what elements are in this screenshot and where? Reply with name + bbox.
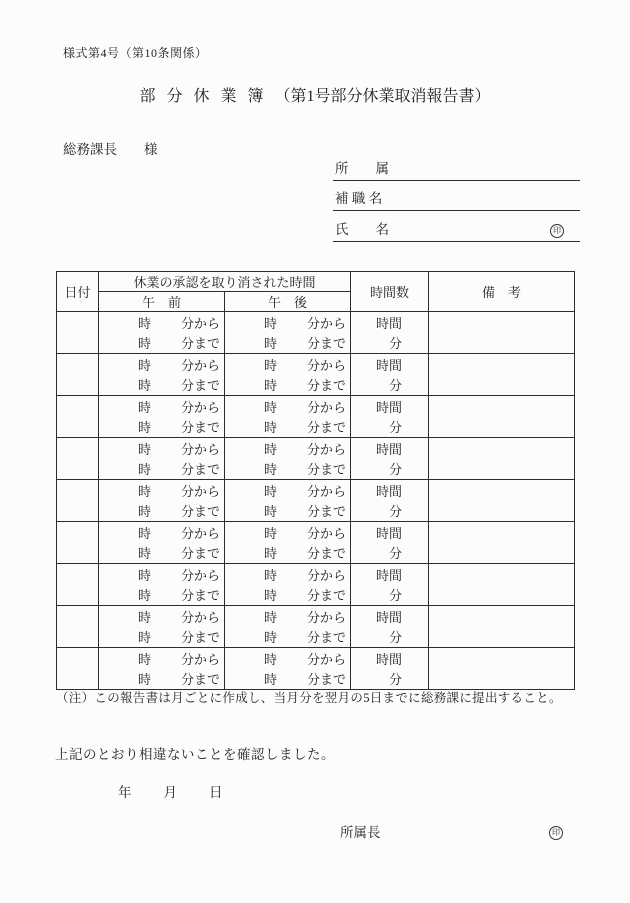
morning-time-cell: [99, 480, 225, 522]
morning-to-line: [99, 501, 224, 522]
table-header-row-1: [57, 272, 575, 292]
page-title-paren: （第1号部分休業取消報告書）: [274, 88, 491, 105]
minutes-unit-label: 分: [389, 462, 403, 478]
table-body: [57, 312, 575, 690]
hour-label: 時: [263, 336, 277, 352]
afternoon-time-cell: [225, 606, 351, 648]
morning-time-cell: [99, 648, 225, 690]
date-cell: [57, 438, 99, 480]
hour-label: 時: [263, 546, 277, 562]
signature-line: [340, 821, 580, 841]
afternoon-from-line: [225, 606, 350, 627]
to-label: 分まで: [180, 672, 220, 688]
field-name: [333, 211, 580, 242]
affiliation-label: 所 属: [335, 160, 389, 176]
minutes-line: [351, 543, 428, 564]
morning-to-line: [99, 585, 224, 606]
table-row: [57, 522, 575, 564]
minutes-unit-label: 分: [389, 378, 403, 394]
to-label: 分まで: [307, 420, 347, 436]
from-label: 分から: [180, 567, 220, 583]
to-label: 分まで: [307, 504, 347, 520]
minutes-line: [351, 669, 428, 690]
minutes-unit-label: 分: [389, 420, 403, 436]
position-label: 補 職 名: [335, 191, 383, 206]
hours-unit-label: 時間: [376, 609, 403, 625]
morning-from-line: [99, 564, 224, 585]
col-header-date: 日付: [57, 272, 99, 312]
hour-label: 時: [137, 483, 151, 499]
afternoon-time-cell: [225, 480, 351, 522]
afternoon-from-line: [225, 438, 350, 459]
afternoon-to-line: [225, 375, 350, 396]
hours-unit-label: 時間: [376, 651, 403, 667]
hours-line: [351, 438, 428, 459]
hour-label: 時: [137, 315, 151, 331]
hours-line: [351, 354, 428, 375]
to-label: 分まで: [180, 504, 220, 520]
hour-label: 時: [263, 441, 277, 457]
hours-line: [351, 396, 428, 417]
morning-to-line: [99, 333, 224, 354]
supervisor-seal-wrap: [549, 823, 563, 840]
morning-to-line: [99, 375, 224, 396]
minutes-line: [351, 459, 428, 480]
table-row: [57, 354, 575, 396]
morning-from-line: [99, 354, 224, 375]
hours-cell: [351, 606, 429, 648]
afternoon-to-line: [225, 669, 350, 690]
seal-character: 印: [552, 827, 560, 837]
hours-cell: [351, 564, 429, 606]
minutes-line: [351, 417, 428, 438]
morning-time-cell: [99, 396, 225, 438]
date-cell: [57, 312, 99, 354]
morning-from-line: [99, 648, 224, 669]
table-row: [57, 564, 575, 606]
date-cell: [57, 480, 99, 522]
minutes-unit-label: 分: [389, 672, 403, 688]
afternoon-from-line: [225, 648, 350, 669]
to-label: 分まで: [307, 336, 347, 352]
afternoon-from-line: [225, 564, 350, 585]
hour-label: 時: [137, 588, 151, 604]
from-label: 分から: [307, 483, 347, 499]
hour-label: 時: [263, 651, 277, 667]
hour-label: 時: [263, 504, 277, 520]
col-header-remarks: 備 考: [429, 272, 575, 312]
hour-label: 時: [137, 420, 151, 436]
hours-cell: [351, 312, 429, 354]
from-label: 分から: [307, 441, 347, 457]
from-label: 分から: [180, 609, 220, 625]
minutes-unit-label: 分: [389, 546, 403, 562]
minutes-unit-label: 分: [389, 504, 403, 520]
hours-line: [351, 480, 428, 501]
col-header-hours: 時間数: [351, 272, 429, 312]
morning-from-line: [99, 438, 224, 459]
hour-label: 時: [137, 378, 151, 394]
morning-to-line: [99, 543, 224, 564]
from-label: 分から: [180, 483, 220, 499]
hour-label: 時: [263, 462, 277, 478]
table-row: [57, 312, 575, 354]
hours-unit-label: 時間: [376, 567, 403, 583]
date-cell: [57, 606, 99, 648]
from-label: 分から: [180, 399, 220, 415]
recipient-fields: [333, 150, 580, 242]
remarks-cell: [429, 312, 575, 354]
afternoon-from-line: [225, 354, 350, 375]
hour-label: 時: [263, 357, 277, 373]
hour-label: 時: [263, 315, 277, 331]
hour-label: 時: [137, 462, 151, 478]
confirmation-statement: 上記のとおり相違ないことを確認しました。: [55, 747, 335, 762]
from-label: 分から: [180, 357, 220, 373]
hour-label: 時: [137, 651, 151, 667]
to-label: 分まで: [307, 672, 347, 688]
remarks-cell: [429, 648, 575, 690]
to-label: 分まで: [180, 588, 220, 604]
hour-label: 時: [137, 672, 151, 688]
hour-label: 時: [137, 525, 151, 541]
hours-cell: [351, 354, 429, 396]
remarks-cell: [429, 564, 575, 606]
morning-to-line: [99, 417, 224, 438]
minutes-unit-label: 分: [389, 336, 403, 352]
remarks-cell: [429, 396, 575, 438]
name-label: 氏 名: [335, 221, 389, 237]
date-cell: [57, 648, 99, 690]
col-header-morning: 午 前: [99, 292, 225, 312]
hour-label: 時: [263, 672, 277, 688]
from-label: 分から: [307, 399, 347, 415]
to-label: 分まで: [180, 420, 220, 436]
hours-unit-label: 時間: [376, 525, 403, 541]
hours-line: [351, 648, 428, 669]
hour-label: 時: [137, 441, 151, 457]
hours-unit-label: 時間: [376, 315, 403, 331]
afternoon-from-line: [225, 480, 350, 501]
afternoon-to-line: [225, 459, 350, 480]
morning-time-cell: [99, 606, 225, 648]
hour-label: 時: [137, 504, 151, 520]
table-row: [57, 396, 575, 438]
hour-label: 時: [263, 420, 277, 436]
morning-from-line: [99, 396, 224, 417]
table-row: [57, 648, 575, 690]
hours-unit-label: 時間: [376, 399, 403, 415]
to-label: 分まで: [307, 378, 347, 394]
col-header-cancelled-time: 休業の承認を取り消された時間: [99, 272, 351, 292]
supervisor-label: 所属長: [340, 825, 381, 840]
hour-label: 時: [263, 609, 277, 625]
seal-icon: [549, 826, 563, 840]
to-label: 分まで: [307, 630, 347, 646]
hours-unit-label: 時間: [376, 441, 403, 457]
leave-cancellation-table: [56, 271, 575, 690]
hours-line: [351, 606, 428, 627]
hours-unit-label: 時間: [376, 483, 403, 499]
morning-time-cell: [99, 312, 225, 354]
day-label: 日: [209, 785, 223, 800]
to-label: 分まで: [180, 378, 220, 394]
afternoon-time-cell: [225, 438, 351, 480]
afternoon-to-line: [225, 543, 350, 564]
morning-to-line: [99, 459, 224, 480]
afternoon-time-cell: [225, 648, 351, 690]
col-header-afternoon: 午 後: [225, 292, 351, 312]
from-label: 分から: [180, 315, 220, 331]
date-cell: [57, 354, 99, 396]
afternoon-to-line: [225, 417, 350, 438]
morning-from-line: [99, 312, 224, 333]
hour-label: 時: [263, 525, 277, 541]
hour-label: 時: [137, 567, 151, 583]
hours-cell: [351, 648, 429, 690]
hour-label: 時: [137, 357, 151, 373]
afternoon-time-cell: [225, 312, 351, 354]
hour-label: 時: [263, 630, 277, 646]
morning-to-line: [99, 669, 224, 690]
hour-label: 時: [137, 609, 151, 625]
hour-label: 時: [137, 336, 151, 352]
hour-label: 時: [263, 378, 277, 394]
remarks-cell: [429, 522, 575, 564]
addressee: 総務課長 様: [63, 142, 158, 157]
form-number: 様式第4号（第10条関係）: [63, 46, 208, 60]
morning-from-line: [99, 480, 224, 501]
hour-label: 時: [137, 546, 151, 562]
from-label: 分から: [180, 525, 220, 541]
date-cell: [57, 522, 99, 564]
to-label: 分まで: [307, 546, 347, 562]
table-row: [57, 480, 575, 522]
to-label: 分まで: [307, 588, 347, 604]
page-title-main: 部分休業簿: [139, 88, 275, 105]
hours-cell: [351, 396, 429, 438]
field-position: [333, 181, 580, 212]
from-label: 分から: [180, 651, 220, 667]
afternoon-time-cell: [225, 564, 351, 606]
hour-label: 時: [263, 588, 277, 604]
from-label: 分から: [307, 315, 347, 331]
afternoon-from-line: [225, 522, 350, 543]
hours-line: [351, 564, 428, 585]
from-label: 分から: [307, 567, 347, 583]
morning-time-cell: [99, 522, 225, 564]
hours-line: [351, 522, 428, 543]
hour-label: 時: [137, 630, 151, 646]
afternoon-time-cell: [225, 354, 351, 396]
minutes-unit-label: 分: [389, 630, 403, 646]
remarks-cell: [429, 354, 575, 396]
hour-label: 時: [137, 399, 151, 415]
table-row: [57, 438, 575, 480]
afternoon-from-line: [225, 312, 350, 333]
morning-from-line: [99, 606, 224, 627]
table-row: [57, 606, 575, 648]
from-label: 分から: [180, 441, 220, 457]
field-affiliation: [333, 150, 580, 181]
date-cell: [57, 564, 99, 606]
to-label: 分まで: [180, 630, 220, 646]
remarks-cell: [429, 480, 575, 522]
from-label: 分から: [307, 609, 347, 625]
remarks-cell: [429, 438, 575, 480]
from-label: 分から: [307, 357, 347, 373]
afternoon-time-cell: [225, 396, 351, 438]
seal-character: 印: [553, 225, 561, 235]
afternoon-to-line: [225, 333, 350, 354]
seal-icon: [550, 224, 564, 238]
afternoon-to-line: [225, 585, 350, 606]
morning-from-line: [99, 522, 224, 543]
footnote: （注）この報告書は月ごとに作成し、当月分を翌月の5日までに総務課に提出すること。: [56, 691, 562, 705]
morning-time-cell: [99, 564, 225, 606]
year-label: 年: [118, 785, 132, 800]
hour-label: 時: [263, 567, 277, 583]
to-label: 分まで: [307, 462, 347, 478]
minutes-unit-label: 分: [389, 588, 403, 604]
minutes-line: [351, 333, 428, 354]
hour-label: 時: [263, 399, 277, 415]
to-label: 分まで: [180, 546, 220, 562]
month-label: 月: [163, 785, 177, 800]
name-seal-wrap: [550, 221, 564, 238]
to-label: 分まで: [180, 336, 220, 352]
page-title: [0, 83, 630, 106]
minutes-line: [351, 375, 428, 396]
hours-cell: [351, 438, 429, 480]
date-line: [118, 781, 223, 801]
remarks-cell: [429, 606, 575, 648]
hours-line: [351, 312, 428, 333]
afternoon-from-line: [225, 396, 350, 417]
date-cell: [57, 396, 99, 438]
from-label: 分から: [307, 651, 347, 667]
morning-to-line: [99, 627, 224, 648]
minutes-line: [351, 627, 428, 648]
to-label: 分まで: [180, 462, 220, 478]
minutes-line: [351, 501, 428, 522]
morning-time-cell: [99, 438, 225, 480]
hours-unit-label: 時間: [376, 357, 403, 373]
minutes-line: [351, 585, 428, 606]
afternoon-time-cell: [225, 522, 351, 564]
from-label: 分から: [307, 525, 347, 541]
morning-time-cell: [99, 354, 225, 396]
hours-cell: [351, 480, 429, 522]
afternoon-to-line: [225, 501, 350, 522]
hour-label: 時: [263, 483, 277, 499]
afternoon-to-line: [225, 627, 350, 648]
hours-cell: [351, 522, 429, 564]
